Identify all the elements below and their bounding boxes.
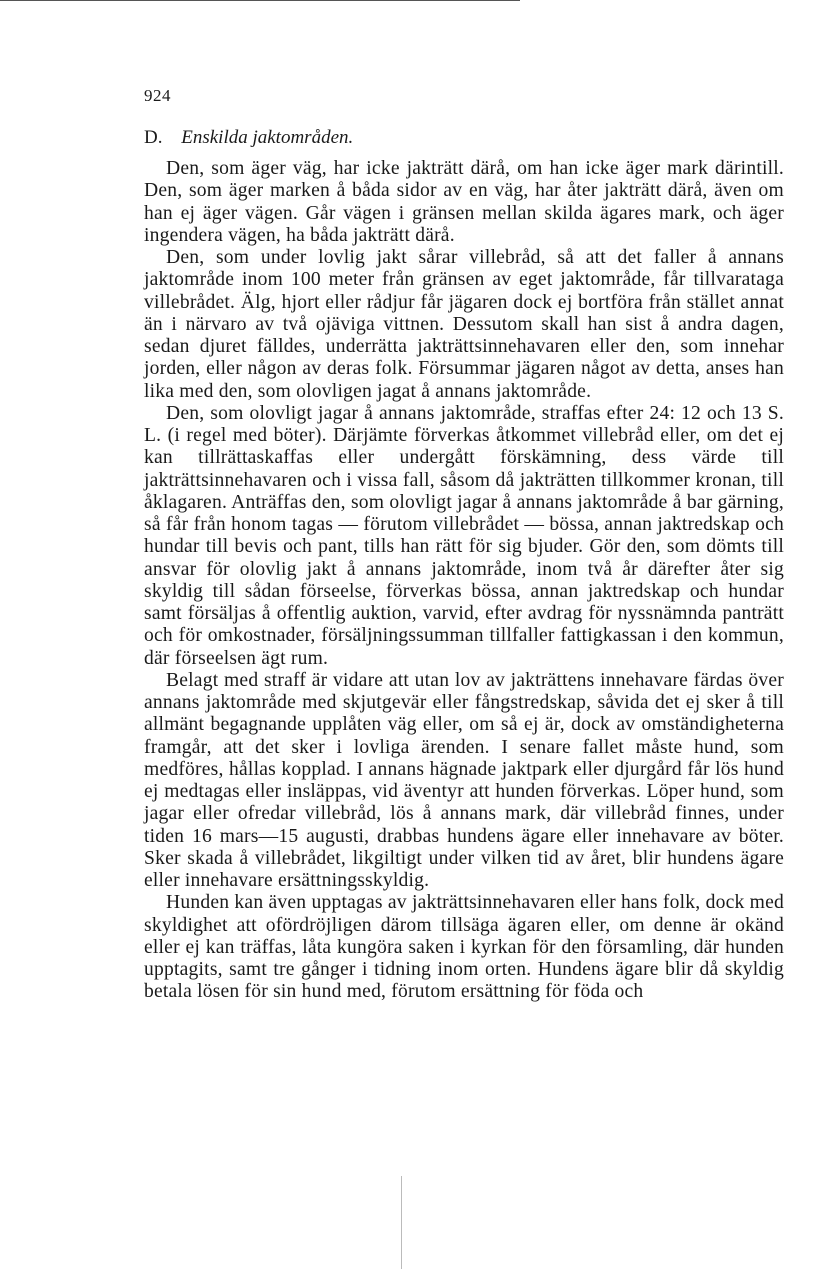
book-page	[144, 86, 784, 1004]
section-label: D.	[144, 127, 163, 148]
scan-fold-line	[401, 1176, 402, 1269]
paragraph: Belagt med straff är vidare att utan lov av jakträttens innehavare färdas över annans jaktområde med skjutgevär eller fångstredskap, såvida det ej sker å till allmänt begagnande upplåten väg eller, om så ej är, dock av omständigheterna framgår, att det sker i lovliga ärenden. I senare fallet måste hund, som medföres, hållas kopplad. I annans hägnade jaktpark eller djurgård får lös hund ej medtagas eller insläppas, vid äventyr att hunden förverkas. Löper hund, som jagar eller ofredar villebråd, lös å annans mark, där villebråd finnes, under tiden 16 mars—15 augusti, drabbas hundens ägare eller innehavare av böter. Sker skada å villebrådet, likgiltigt under vilken tid av året, blir hundens ägare eller innehavare ersättningsskyldig.	[144, 669, 784, 891]
top-edge-rule	[0, 0, 520, 1]
page-number: 924	[144, 86, 171, 105]
paragraph: Den, som olovligt jagar å annans jaktområde, straffas efter 24: 12 och 13 S. L. (i regel med böter). Därjämte förverkas åtkommet villebråd eller, om det ej kan tillrättaskaffas eller undergått förskämning, dess värde till jakträttsinnehavaren och i vissa fall, såsom då jakträtten tillkommer kronan, till åklagaren. Anträffas den, som olovligt jagar å annans jaktområde å bar gärning, så får från honom tagas — förutom villebrådet — bössa, annan jaktredskap och hundar till bevis och pant, tills han rätt för sig bjuder. Gör den, som dömts till ansvar för olovlig jakt å annans jaktområde, inom två år därefter åter sig skyldig till sådan förseelse, förverkas bössa, annan jaktredskap och hundar samt försäljas å offentlig auktion, varvid, efter avdrag för nyssnämnda panträtt och för omkostnader, försäljningssumman tillfaller fattigkassan i den kommun, där förseelsen ägt rum.	[144, 402, 784, 669]
section-title: Enskilda jaktområden.	[181, 127, 354, 148]
paragraph: Den, som äger väg, har icke jakträtt därå, om han icke äger mark därintill. Den, som äger marken å båda sidor av en väg, har åter jakträtt därå, även om han ej äger vägen. Går vägen i gränsen mellan skilda ägares mark, och äger ingendera vägen, ha båda jakträtt därå.	[144, 158, 784, 246]
body-text	[144, 158, 784, 1004]
section-heading	[144, 126, 784, 150]
paragraph: Hunden kan även upptagas av jakträttsinnehavaren eller hans folk, dock med skyldighet att ofördröjligen därom tillsäga ägaren eller, om denne är okänd eller ej kan träffas, låta kungöra saken i kyrkan för den församling, där hunden upptagits, samt tre gånger i tidning inom orten. Hundens ägare blir då skyldig betala lösen för sin hund med, förutom ersättning för föda och	[144, 892, 784, 1003]
paragraph: Den, som under lovlig jakt sårar villebråd, så att det faller å annans jaktområde inom 100 meter från gränsen av eget jaktområde, får tillvaratagа villebrådet. Älg, hjort eller rådjur får jägaren dock ej bortföra från stället annat än i närvaro av två ojäviga vittnen. Dessutom skall han sist å andra dagen, sedan djuret fälldes, underrätta jakträttsinnehavaren eller den, som innehar jorden, eller någon av deras folk. Försummar jägaren något av detta, anses han lika med den, som olovligen jagat å annans jaktområde.	[144, 247, 784, 402]
